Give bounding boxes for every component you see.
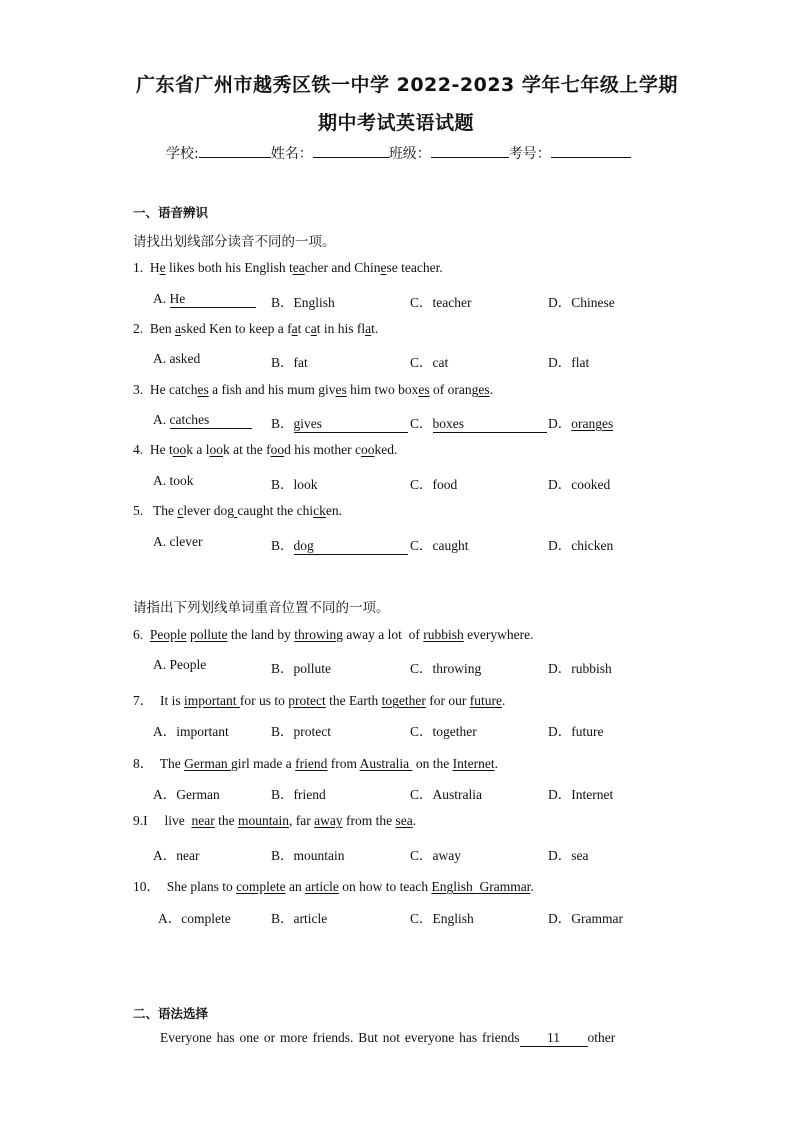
q2-option-b[interactable]: B．fat (271, 355, 308, 370)
passage-text-start: Everyone has one or more friends. But not everyone has friends (160, 1030, 520, 1045)
underlined-segment: es (335, 382, 347, 397)
underlined-segment: oo (209, 442, 223, 457)
question-text: on how to teach (338, 879, 432, 894)
question-6 (133, 627, 533, 643)
underlined-segment: mountain (237, 813, 289, 828)
question-text: . (501, 693, 506, 708)
underlined-segment: oo (172, 442, 187, 457)
question-text: the land by (227, 627, 295, 642)
question-text: everywhere. (463, 627, 534, 642)
question-text: of orang (429, 382, 479, 397)
q2-option-a[interactable]: A. asked (153, 351, 201, 366)
underlined-segment: ea (292, 260, 305, 275)
q7-option-c[interactable]: C．together (410, 724, 477, 739)
underlined-segment: es (478, 382, 490, 397)
q5-option-b[interactable]: B．dog (271, 534, 408, 555)
q1-option-a[interactable]: A. He (153, 291, 256, 308)
q3-option-a[interactable]: A. catches (153, 412, 252, 429)
q4-option-d[interactable]: D．cooked (548, 477, 611, 492)
question-1 (133, 260, 443, 276)
underlined-segment: ck (313, 503, 326, 518)
question-number: 6. (133, 627, 150, 642)
question-number: 8． (133, 756, 160, 771)
q3-option-c[interactable]: C．boxes (410, 412, 547, 433)
section2-heading: 二、语法选择 (133, 1006, 209, 1021)
class-blank[interactable] (431, 143, 509, 158)
question-number: 1. (133, 260, 150, 275)
question-text: She plans to (166, 879, 237, 894)
question-text: H (149, 260, 160, 275)
underlined-segment: English Grammar (431, 879, 531, 894)
question-text: t. (371, 321, 379, 336)
passage-text-end: other (587, 1030, 616, 1045)
question-text: him two box (346, 382, 419, 397)
underlined-segment: a (175, 321, 181, 336)
q7-option-a[interactable]: A．important (153, 724, 229, 739)
underlined-segment: article (305, 879, 339, 894)
q9-option-a[interactable]: A．near (153, 848, 200, 863)
underlined-segment: a (291, 321, 298, 336)
question-text: . (412, 813, 417, 828)
question-9 (133, 813, 416, 829)
question-number: 7． (133, 693, 160, 708)
question-text: He catch (149, 382, 198, 397)
question-8 (133, 752, 498, 772)
question-text: d his mother c (284, 442, 361, 457)
question-text: cher and Chin (304, 260, 381, 275)
question-text: . (530, 879, 534, 894)
q5-option-d[interactable]: D．chicken (548, 538, 614, 553)
underlined-segment: a (365, 321, 372, 336)
exam-number-label: 考号： (508, 146, 551, 162)
question-2 (133, 321, 378, 337)
exam-number-blank[interactable] (551, 143, 631, 158)
q10-option-b[interactable]: B．article (271, 911, 328, 926)
q8-option-d[interactable]: D．Internet (548, 787, 614, 802)
q8-option-c[interactable]: C．Australia (410, 787, 483, 802)
q4-option-b[interactable]: B．look (271, 477, 318, 492)
question-text: caught the chi (237, 503, 314, 518)
question-text: the Earth (325, 693, 382, 708)
question-text: for us to (239, 693, 289, 708)
underlined-segment: throwing (294, 627, 343, 642)
name-label: 姓名： (270, 146, 313, 162)
question-text: on the (412, 756, 453, 771)
question-number: 3. (133, 382, 150, 397)
question-number: 9.I (133, 813, 155, 828)
q4-option-c[interactable]: C．food (410, 477, 458, 492)
question-text: an (285, 879, 306, 894)
q6-option-c[interactable]: C．throwing (410, 661, 482, 676)
question-text: k a l (186, 442, 210, 457)
underlined-segment: People (149, 627, 187, 642)
school-blank[interactable] (199, 143, 271, 158)
q3-option-b[interactable]: B．gives (271, 412, 408, 433)
q5-option-a[interactable]: A. clever (153, 534, 203, 549)
question-text: k at the f (223, 442, 271, 457)
q5-option-c[interactable]: C．caught (410, 538, 469, 553)
underlined-segment: es (197, 382, 209, 397)
question-text: a fish and his mum giv (208, 382, 336, 397)
q10-option-c[interactable]: C．English (410, 911, 474, 926)
exam-title-line2: 期中考试英语试题 (318, 112, 475, 134)
q1-option-d[interactable]: D．Chinese (548, 295, 615, 310)
question-number: 2. (133, 321, 150, 336)
q9-option-b[interactable]: B．mountain (271, 848, 345, 863)
exam-title-line1: 广东省广州市越秀区铁一中学 2022-2023 学年七年级上学期 (136, 74, 678, 96)
underlined-segment: g (227, 503, 238, 518)
question-text: Ben (149, 321, 175, 336)
question-7 (133, 689, 505, 709)
question-text: se teacher. (386, 260, 443, 275)
section1-instruction-a: 请找出划线部分读音不同的一项。 (133, 234, 336, 250)
question-text: from the (342, 813, 396, 828)
question-text: for our (425, 693, 470, 708)
question-text: It is (160, 693, 185, 708)
underlined-segment: a (310, 321, 317, 336)
underlined-segment: together (381, 693, 426, 708)
q7-option-b[interactable]: B．protect (271, 724, 331, 739)
school-label: 学校: (166, 146, 199, 162)
question-text: sked Ken to keep a f (181, 321, 292, 336)
underlined-segment: oo (270, 442, 285, 457)
question-text: , far (288, 813, 315, 828)
q2-option-c[interactable]: C．cat (410, 355, 449, 370)
underlined-segment: away (314, 813, 343, 828)
underlined-segment: German (184, 756, 231, 771)
question-text: . (494, 756, 498, 771)
question-10 (133, 875, 534, 895)
class-label: 班级： (388, 146, 431, 162)
underlined-segment: Internet (452, 756, 495, 771)
underlined-segment: friend (295, 756, 328, 771)
question-number: 5. (133, 503, 150, 518)
question-text: The (149, 503, 178, 518)
question-4 (133, 442, 397, 458)
section2-passage (160, 1030, 615, 1047)
q6-option-b[interactable]: B．pollute (271, 661, 332, 676)
q8-option-b[interactable]: B．friend (271, 787, 326, 802)
underlined-segment: rubbish (423, 627, 464, 642)
question-text: ked. (374, 442, 398, 457)
question-text: He t (149, 442, 173, 457)
underlined-segment: near (191, 813, 215, 828)
underlined-segment: complete (236, 879, 286, 894)
blank-11[interactable]: 11 (520, 1030, 588, 1047)
question-text: likes both his English t (165, 260, 293, 275)
question-5 (133, 503, 342, 519)
underlined-segment: c (177, 503, 184, 518)
underlined-segment: Australia (359, 756, 413, 771)
question-number: 4. (133, 442, 150, 457)
section1-instruction-b: 请指出下列划线单词重音位置不同的一项。 (133, 600, 390, 616)
q10-option-a[interactable]: A．complete (158, 911, 231, 926)
info-fields-row (166, 143, 631, 163)
section1-heading: 一、语音辨识 (133, 205, 209, 220)
q1-option-c[interactable]: C．teacher (410, 295, 472, 310)
underlined-segment: pollute (190, 627, 228, 642)
question-text: t c (297, 321, 311, 336)
underlined-segment: protect (288, 693, 326, 708)
q9-option-c[interactable]: C．away (410, 848, 461, 863)
underlined-segment: sea (395, 813, 413, 828)
q9-option-d[interactable]: D．sea (548, 848, 589, 863)
q6-option-a[interactable]: A. People (153, 657, 207, 672)
q7-option-d[interactable]: D．future (548, 724, 604, 739)
q10-option-d[interactable]: D．Grammar (548, 911, 623, 926)
q4-option-a[interactable]: A. took (153, 473, 194, 488)
q2-option-d[interactable]: D．flat (548, 355, 590, 370)
question-text: t in his fl (316, 321, 366, 336)
question-text: live (154, 813, 192, 828)
question-text: girl made a (231, 756, 296, 771)
underlined-segment: important (184, 693, 240, 708)
question-text: The (159, 756, 185, 771)
question-text: the (214, 813, 238, 828)
question-text: lever do (183, 503, 228, 518)
underlined-segment: e (380, 260, 387, 275)
underlined-segment: future (469, 693, 502, 708)
question-text: . (489, 382, 493, 397)
name-blank[interactable] (313, 143, 389, 158)
q6-option-d[interactable]: D．rubbish (548, 661, 612, 676)
question-text: from (327, 756, 360, 771)
question-text: en. (325, 503, 342, 518)
underlined-segment: e (159, 260, 166, 275)
question-number: 10． (133, 879, 167, 894)
question-3 (133, 382, 493, 398)
question-text: away a lot of (343, 627, 424, 642)
q1-option-b[interactable]: B．English (271, 295, 335, 310)
q3-option-d[interactable]: D．oranges (548, 416, 614, 431)
q8-option-a[interactable]: A．German (153, 787, 220, 802)
underlined-segment: es (418, 382, 430, 397)
underlined-segment: oo (360, 442, 375, 457)
